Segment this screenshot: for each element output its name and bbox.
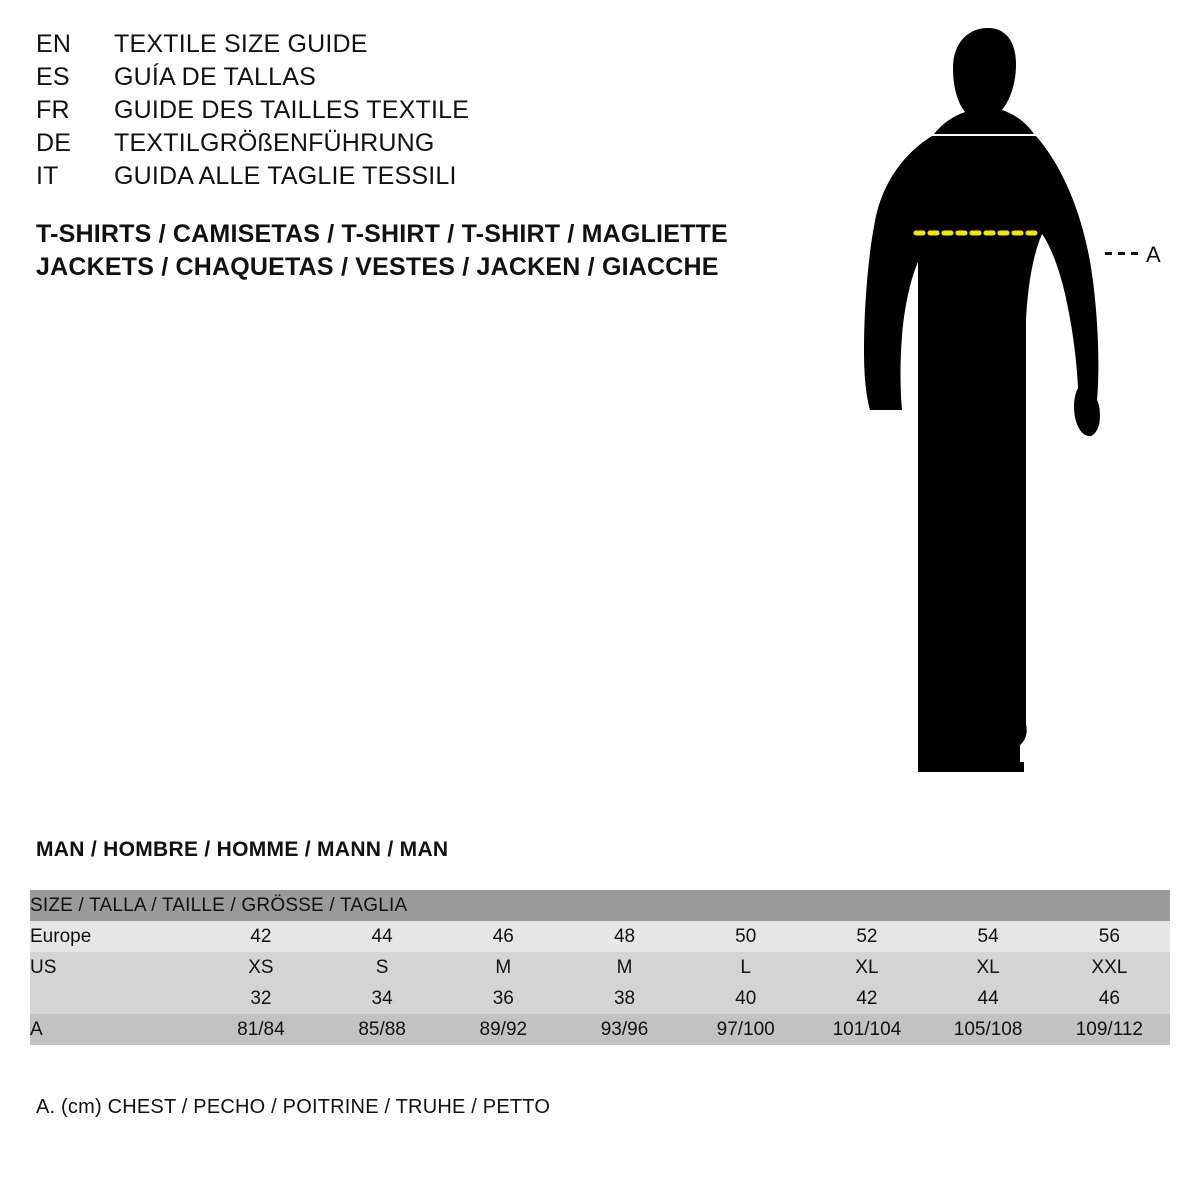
garment-categories [36, 218, 836, 284]
table-cell: L [685, 952, 806, 983]
language-row-es [36, 63, 796, 96]
row-label: A [30, 1014, 200, 1045]
table-row [30, 921, 1170, 952]
language-row-fr [36, 96, 796, 129]
table-cell: XL [928, 952, 1049, 983]
table-cell: XXL [1049, 952, 1170, 983]
language-text: TEXTILGRÖßENFÜHRUNG [114, 129, 435, 157]
measure-leader-line [1105, 252, 1139, 255]
table-cell: 52 [806, 921, 927, 952]
row-label [30, 983, 200, 1014]
language-list [36, 30, 796, 195]
table-cell: S [322, 952, 443, 983]
table-cell: 54 [928, 921, 1049, 952]
table-cell: 93/96 [564, 1014, 685, 1045]
language-code: IT [36, 162, 59, 190]
table-cell: 109/112 [1049, 1014, 1170, 1045]
language-code: DE [36, 129, 72, 157]
table-cell: 34 [322, 983, 443, 1014]
table-cell: 85/88 [322, 1014, 443, 1045]
male-silhouette-icon [820, 20, 1180, 790]
table-cell: 42 [200, 921, 321, 952]
language-code: EN [36, 30, 72, 58]
language-text: GUIDE DES TAILLES TEXTILE [114, 96, 470, 124]
table-section-title: MAN / HOMBRE / HOMME / MANN / MAN [36, 838, 449, 861]
table-cell: 36 [443, 983, 564, 1014]
table-cell: 32 [200, 983, 321, 1014]
language-text: TEXTILE SIZE GUIDE [114, 30, 368, 58]
size-table [30, 890, 1170, 1045]
table-cell: 89/92 [443, 1014, 564, 1045]
language-code: ES [36, 63, 70, 91]
table-header-label: SIZE / TALLA / TAILLE / GRÖSSE / TAGLIA [30, 890, 1170, 921]
table-cell: 44 [928, 983, 1049, 1014]
table-cell: 81/84 [200, 1014, 321, 1045]
figure-illustration [820, 20, 1180, 790]
table-cell: 46 [443, 921, 564, 952]
table-row [30, 1014, 1170, 1045]
language-text: GUIDA ALLE TAGLIE TESSILI [114, 162, 457, 190]
table-cell: 44 [322, 921, 443, 952]
table-cell: XL [806, 952, 927, 983]
table-cell: 56 [1049, 921, 1170, 952]
table-cell: 38 [564, 983, 685, 1014]
table-cell: M [443, 952, 564, 983]
table-row [30, 983, 1170, 1014]
language-row-it [36, 162, 796, 195]
language-code: FR [36, 96, 70, 124]
table-cell: 101/104 [806, 1014, 927, 1045]
table-cell: 46 [1049, 983, 1170, 1014]
garment-line-tshirts: T-SHIRTS / CAMISETAS / T-SHIRT / T-SHIRT / MAGLIETTE [36, 220, 728, 248]
table-cell: XS [200, 952, 321, 983]
language-row-en [36, 30, 796, 63]
language-text: GUÍA DE TALLAS [114, 63, 316, 91]
table-cell: 42 [806, 983, 927, 1014]
row-label: US [30, 952, 200, 983]
table-cell: 48 [564, 921, 685, 952]
row-label: Europe [30, 921, 200, 952]
garment-line-jackets: JACKETS / CHAQUETAS / VESTES / JACKEN / GIACCHE [36, 253, 719, 281]
table-cell: M [564, 952, 685, 983]
table-footnote: A. (cm) CHEST / PECHO / POITRINE / TRUHE / PETTO [36, 1096, 551, 1118]
table-header-row [30, 890, 1170, 921]
table-cell: 97/100 [685, 1014, 806, 1045]
measure-label-a: A [1146, 242, 1161, 267]
table-cell: 105/108 [928, 1014, 1049, 1045]
table-cell: 50 [685, 921, 806, 952]
table-row [30, 952, 1170, 983]
table-cell: 40 [685, 983, 806, 1014]
language-row-de [36, 129, 796, 162]
